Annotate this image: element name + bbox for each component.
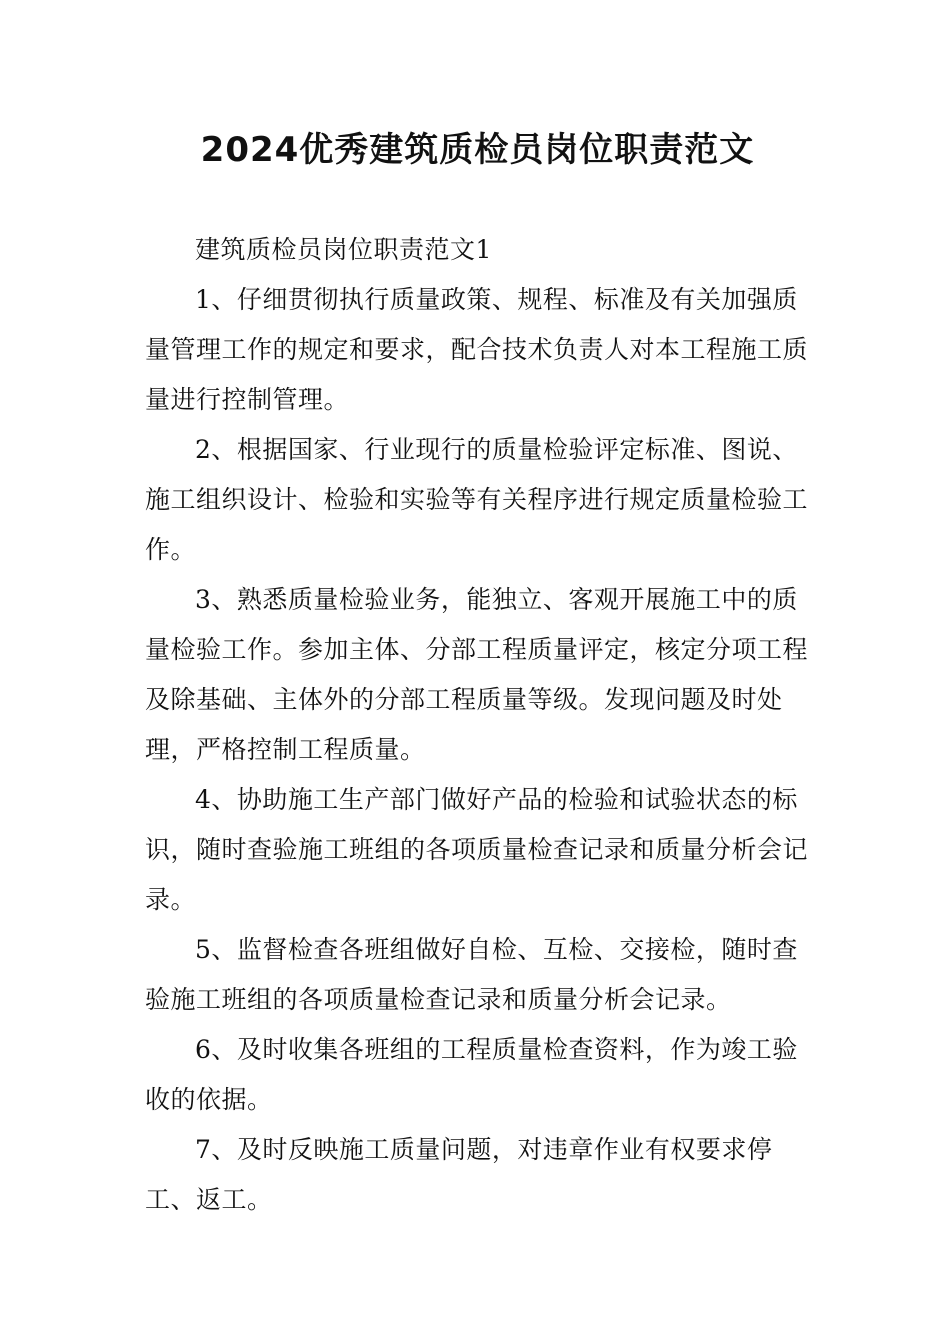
document-body [145, 225, 810, 1225]
paragraph-6: 6、及时收集各班组的工程质量检查资料，作为竣工验收的依据。 [145, 1035, 798, 1114]
paragraph-7: 7、及时反映施工质量问题，对违章作业有权要求停工、返工。 [145, 1135, 773, 1214]
paragraph-5: 5、监督检查各班组做好自检、互检、交接检，随时查验施工班组的各项质量检查记录和质量分析会记录。 [145, 935, 798, 1014]
paragraph-4: 4、协助施工生产部门做好产品的检验和试验状态的标识，随时查验施工班组的各项质量检查记录和质量分析会记录。 [145, 785, 809, 914]
paragraph-1: 1、仔细贯彻执行质量政策、规程、标准及有关加强质量管理工作的规定和要求，配合技术负责人对本工程施工质量进行控制管理。 [145, 285, 809, 414]
section-heading: 建筑质检员岗位职责范文1 [195, 235, 492, 264]
document-title: 2024优秀建筑质检员岗位职责范文 [200, 130, 755, 170]
paragraph-3: 3、熟悉质量检验业务，能独立、客观开展施工中的质量检验工作。参加主体、分部工程质量评定，核定分项工程及除基础、主体外的分部工程质量等级。发现问题及时处理，严格控制工程质量。 [145, 585, 809, 764]
paragraph-2: 2、根据国家、行业现行的质量检验评定标准、图说、施工组织设计、检验和实验等有关程序进行规定质量检验工作。 [145, 435, 809, 564]
